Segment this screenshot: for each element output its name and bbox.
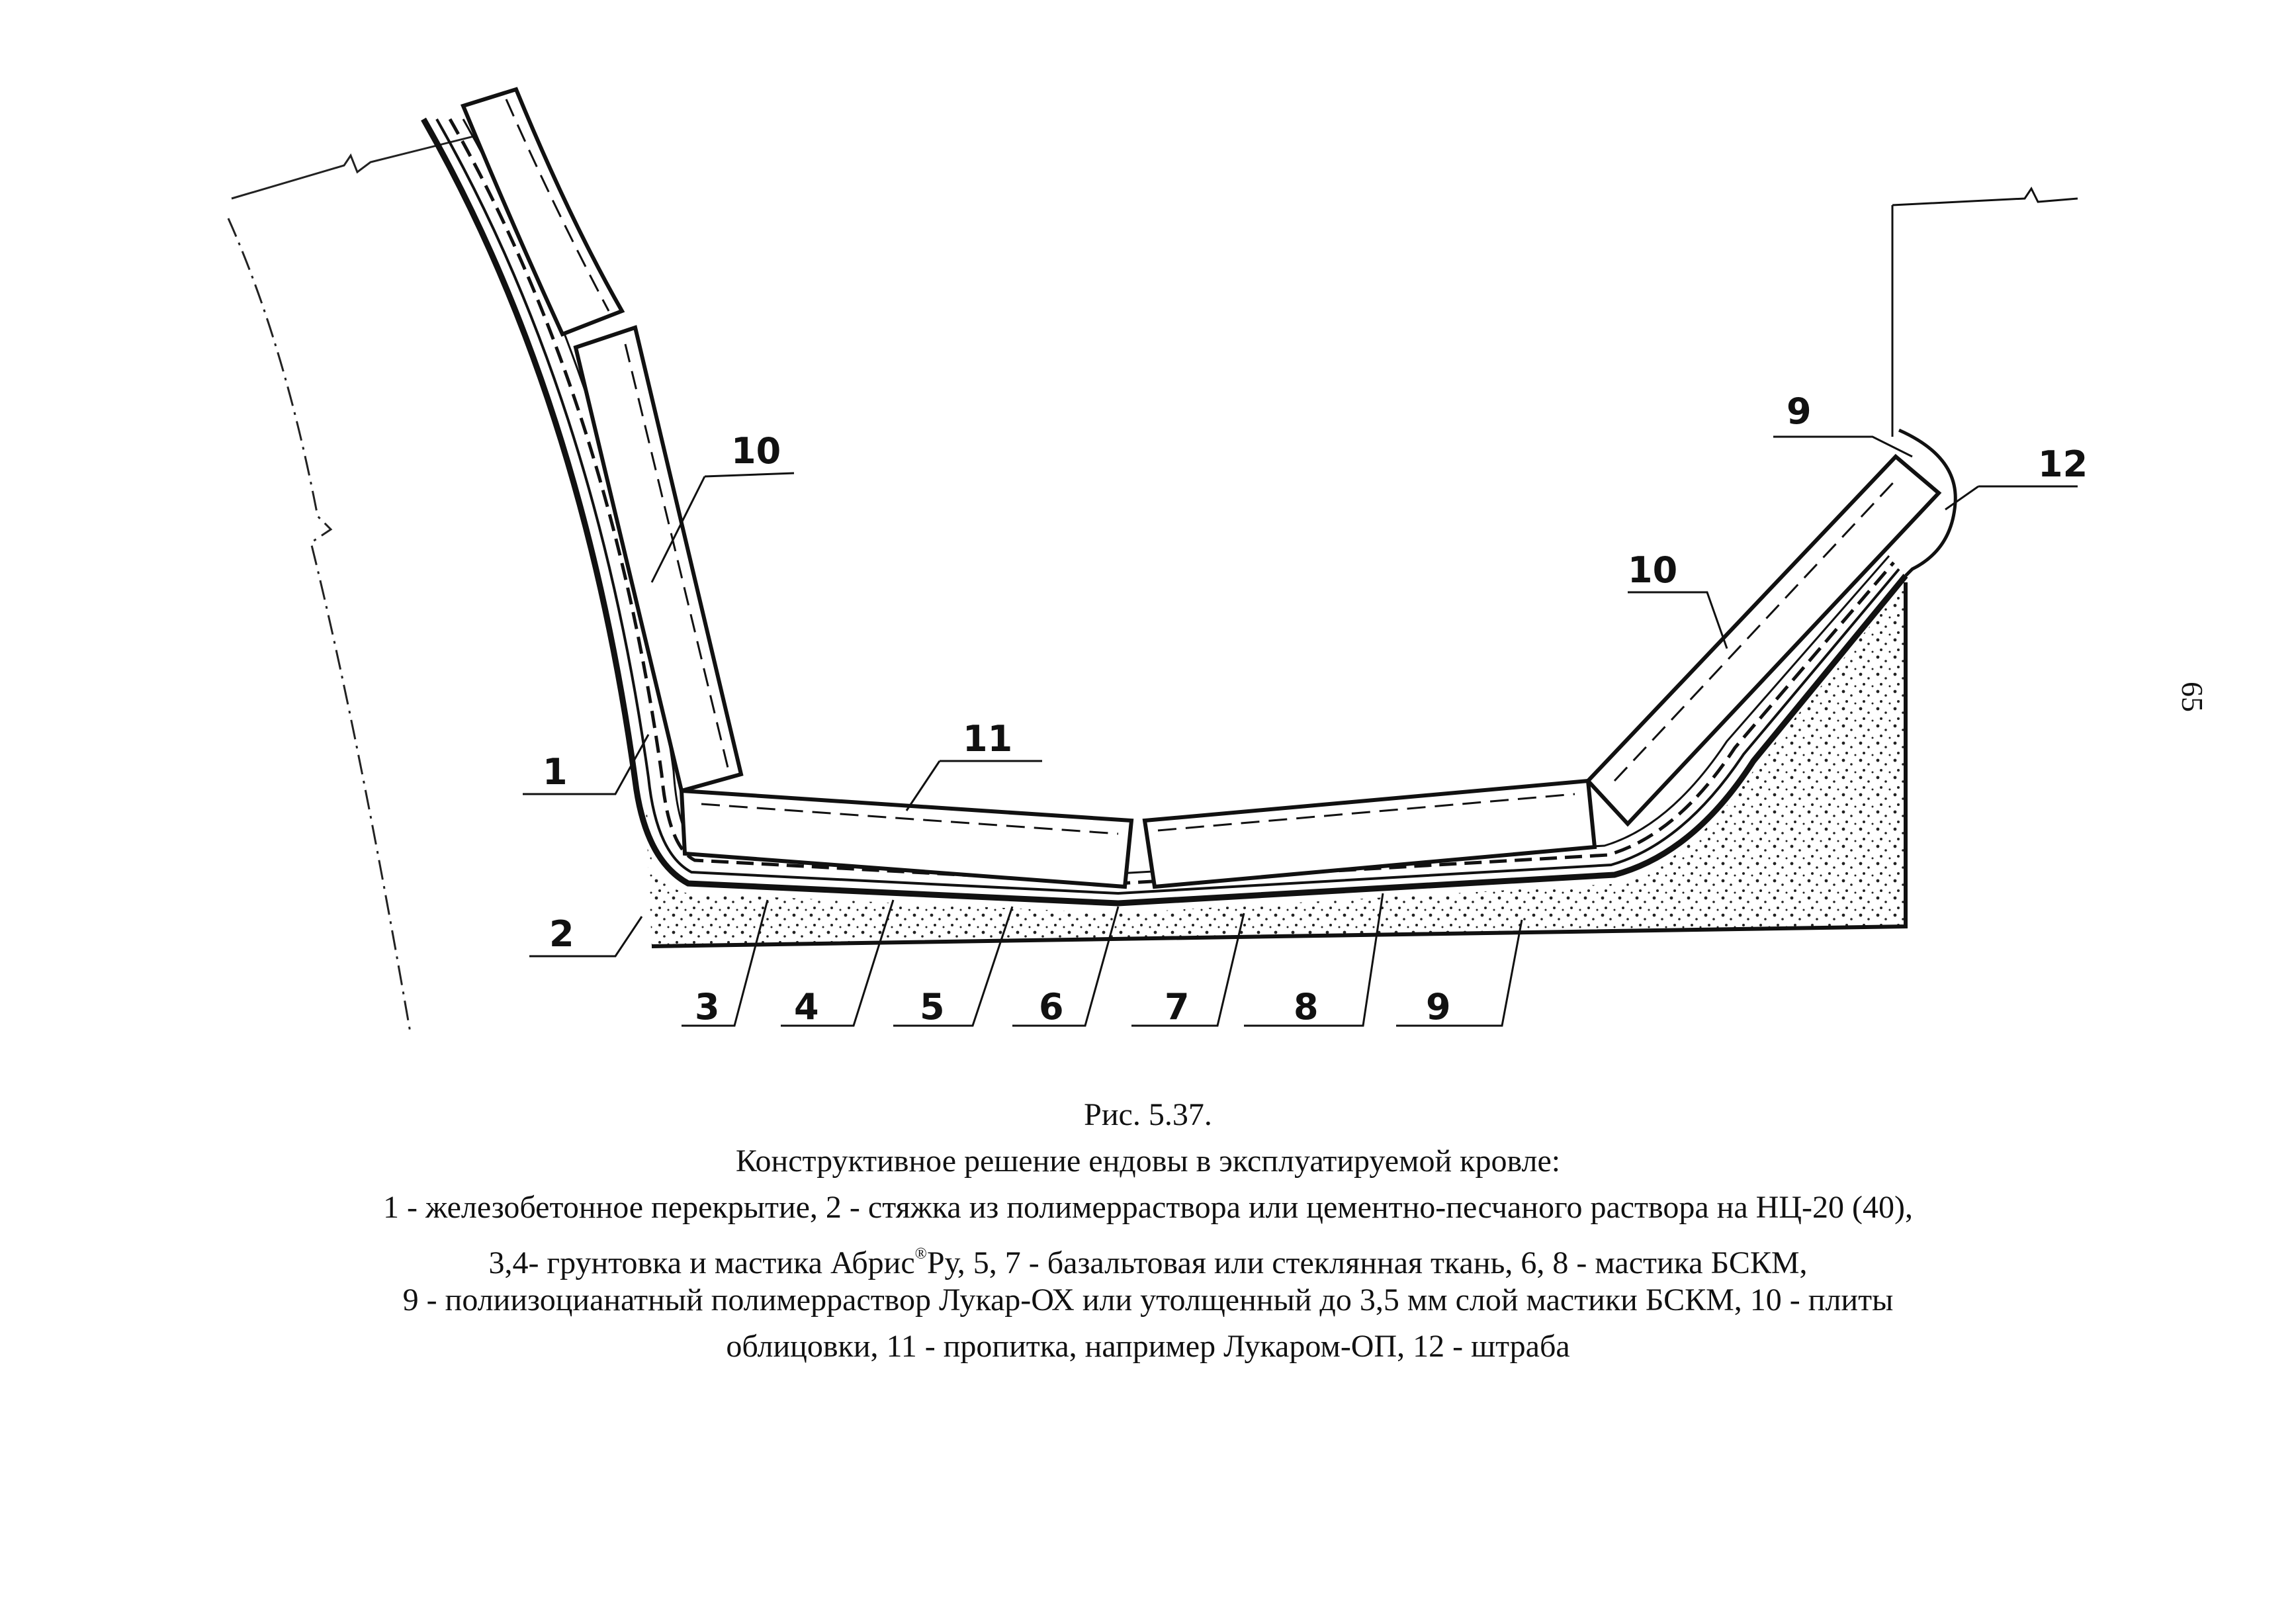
slab-break-line-left	[228, 218, 410, 1032]
caption-line-1: 1 - железобетонное перекрытие, 2 - стяжка из полимерраствора или цементно-песчаного раствора на НЦ-20 (40),	[383, 1190, 1913, 1225]
label-9-bottom: 9	[1426, 986, 1451, 1028]
label-6: 6	[1039, 986, 1064, 1028]
tile-bottom-left	[682, 791, 1131, 887]
caption-line-2a: 3,4- грунтовка и мастика Абрис	[488, 1245, 915, 1280]
tile-left-lower	[576, 328, 741, 791]
label-11: 11	[963, 718, 1013, 760]
label-1: 1	[543, 751, 568, 793]
caption-line-3: 9 - полиизоцианатный полимерраствор Лукар-ОХ или утолщенный до 3,5 мм слой мастики БСКМ, 10 - плиты	[402, 1282, 1894, 1318]
figure-number: Рис. 5.37.	[1084, 1097, 1212, 1132]
tile-left-upper	[463, 89, 622, 334]
label-12: 12	[2038, 443, 2088, 485]
label-3: 3	[695, 986, 720, 1028]
label-2: 2	[549, 913, 574, 955]
label-4: 4	[794, 986, 819, 1028]
caption-line-2	[0, 1234, 2296, 1283]
caption-line-4: облицовки, 11 - пропитка, например Лукаром-ОП, 12 - штраба	[726, 1329, 1570, 1364]
label-10-right: 10	[1628, 549, 1678, 591]
caption-line-2b: Ру, 5, 7 - базальтовая или стеклянная ткань, 6, 8 - мастика БСКМ,	[926, 1245, 1808, 1280]
label-8: 8	[1294, 986, 1319, 1028]
registered-mark: ®	[914, 1245, 927, 1263]
figure-title: Конструктивное решение ендовы в эксплуатируемой кровле:	[735, 1143, 1561, 1179]
page-number: 65	[2176, 682, 2209, 712]
label-5: 5	[920, 986, 945, 1028]
parapet-wall-line	[1892, 189, 2078, 437]
label-9-top: 9	[1787, 390, 1812, 432]
label-10-left: 10	[731, 430, 781, 472]
label-7: 7	[1165, 986, 1190, 1028]
